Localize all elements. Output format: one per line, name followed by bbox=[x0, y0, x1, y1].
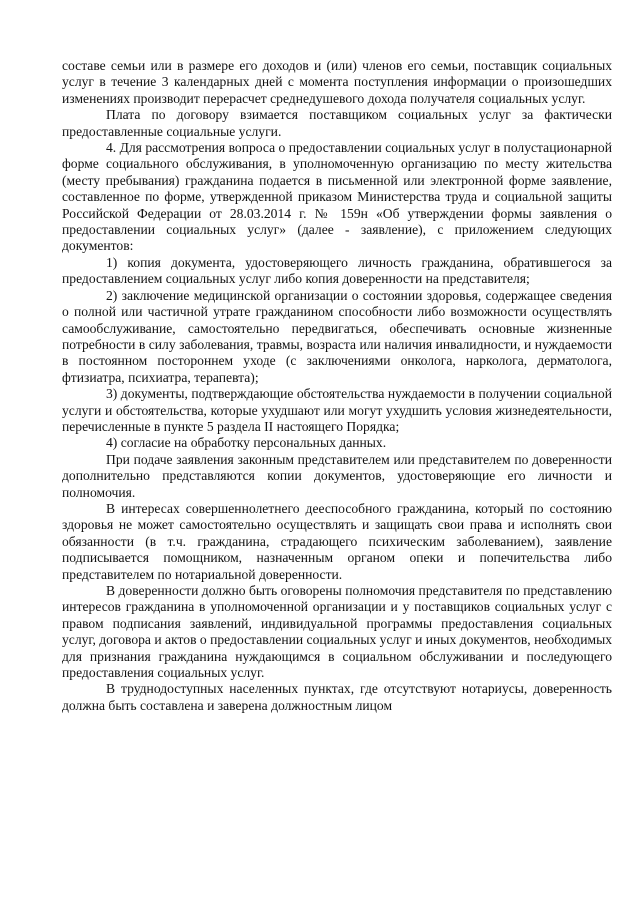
list-item-medical-conclusion: 2) заключение медицинской организации о состоянии здоровья, содержащее сведения о полной или частичной утрате гражданином способности либо возможности осуществлять самообслуживание, самостоятельно передвигаться, обеспечивать основные жизненные потребности в силу заболевания, травмы, возраста или наличия инвалидности, и нуждаемости в постоянном постороннем уходе (с заключениями онколога, нарколога, дерматолога, фтизиатра, психиатра, терапевта); bbox=[62, 287, 612, 385]
paragraph-remote-settlements: В труднодоступных населенных пунктах, где отсутствуют нотариусы, доверенность должна быть составлена и заверена должностным лицом bbox=[62, 681, 612, 713]
paragraph-family-income-recalculation: составе семьи или в размере его доходов и (или) членов его семьи, поставщик социальных услуг в течение 3 календарных дней с момента поступления информации о произошедших изменениях производит перерасчет среднедушевого дохода получателя социальных услуг. bbox=[62, 58, 612, 106]
list-item-data-consent: 4) согласие на обработку персональных данных. bbox=[106, 435, 387, 451]
paragraph-item-4-application: 4. Для рассмотрения вопроса о предоставлении социальных услуг в полустационарной форме социального обслуживания, в уполномоченную организацию по месту жительства (месту пребывания) гражданина подается в письменной или электронной форме заявление, составленное по форме, утвержденной приказом Министерства труда и социальной защиты Российской Федерации от 28.03.2014 г. № 159н «Об утверждении формы заявления о предоставлении социальных услуг» (далее - заявление), с приложением следующих документов: bbox=[62, 140, 612, 254]
paragraph-assistant-signature: В интересах совершеннолетнего дееспособного гражданина, который по состоянию здоровья не может самостоятельно осуществлять и защищать свои права и исполнять свои обязанности (в т.ч. гражданина, страдающего психическим заболеванием), заявление подписывается помощником, назначенным органом опеки и попечительства либо представителем по нотариальной доверенности. bbox=[62, 500, 612, 582]
list-item-identity-document: 1) копия документа, удостоверяющего личность гражданина, обратившегося за предоставлением социальных услуг либо копия доверенности на представителя; bbox=[62, 254, 612, 287]
paragraph-payment-terms: Плата по договору взимается поставщиком социальных услуг за фактически предоставленные социальные услуги. bbox=[62, 107, 612, 139]
paragraph-representative-submission: При подаче заявления законным представителем или представителем по доверенности дополнительно представляются копии документов, удостоверяющие его личности и полномочия. bbox=[62, 451, 612, 500]
list-item-circumstance-documents: 3) документы, подтверждающие обстоятельства нуждаемости в получении социальной услуги и обстоятельства, которые ухудшают или могут ухудшить условия жизнедеятельности, перечисленные в пункте 5 раздела II настоящего Порядка; bbox=[62, 386, 612, 434]
document-body bbox=[62, 58, 612, 714]
paragraph-power-of-attorney: В доверенности должно быть оговорены полномочия представителя по представлению интересов гражданина в уполномоченной организации и у поставщиков социальных услуг с правом подписания заявлений, индивидуальной программы предоставления социальных услуг, договора и актов о предоставлении социальных услуг и иных документов, необходимых для признания гражданина нуждающимся в социальном обслуживании и последующего предоставления социальных услуг. bbox=[62, 583, 612, 681]
